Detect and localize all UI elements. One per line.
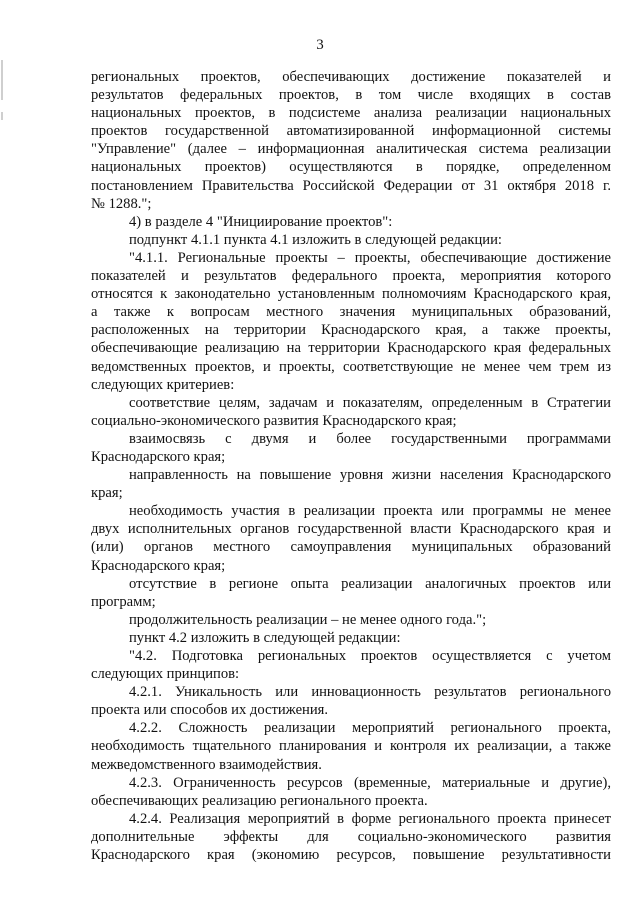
text-line: подпункт 4.1.1 пункта 4.1 изложить в следующей редакции: [129,231,502,248]
text-line: национальных проектов, в подсистеме анализа реализации национальных [91,105,611,122]
text-line: обеспечивающих реализацию регионального проекта. [91,792,428,809]
text-line: (или) органов местного самоуправления муниципальных образований [91,539,611,556]
text-line: соответствие целям, задачам и показателям, определенным в Стратегии [129,394,611,411]
text-line: национальных проектов) осуществляются в порядке, определенном [91,159,611,176]
text-line: социально-экономического развития Краснодарского края; [91,412,457,429]
text-line: № 1288."; [91,195,152,212]
text-line: необходимость участия в реализации проекта или программы не менее [129,503,611,520]
text-line: относятся к законодательно установленным полномочиям Краснодарского края, [91,286,611,303]
text-line: двух исполнительных органов государственной власти Краснодарского края и [91,521,611,538]
text-line: результатов федеральных проектов, в том числе входящих в состав [91,87,611,104]
text-line: "Управление" (далее – информационная аналитическая система реализации [91,141,611,158]
text-line: Краснодарского края; [91,448,226,465]
text-line: необходимость тщательного планирования и контроля их реализации, а также [91,738,611,755]
text-line: пункт 4.2 изложить в следующей редакции: [129,629,401,646]
text-line: 4.2.3. Ограниченность ресурсов (временные, материальные и другие), [129,774,611,791]
text-line: Краснодарского края (экономию ресурсов, повышение результативности [91,847,611,864]
text-line: дополнительные эффекты для социально-экономического развития [91,828,611,845]
text-line: 4) в разделе 4 "Инициирование проектов": [129,213,393,230]
text-line: проектов государственной автоматизированной информационной системы [91,123,611,140]
text-line: следующих принципов: [91,666,240,683]
text-line: отсутствие в регионе опыта реализации аналогичных проектов или [129,575,611,592]
text-line: "4.1.1. Региональные проекты – проекты, обеспечивающие достижение [129,249,611,266]
text-line: 4.2.2. Сложность реализации мероприятий регионального проекта, [129,720,611,737]
text-line: программ; [91,593,156,610]
text-line: 4.2.4. Реализация мероприятий в форме регионального проекта принесет [129,810,611,827]
text-line: проекта или способов их достижения. [91,702,329,719]
text-line: направленность на повышение уровня жизни населения Краснодарского [129,467,611,484]
text-line: межведомственного взаимодействия. [91,756,322,773]
text-line: расположенных на территории Краснодарского края, а также проекты, [91,322,611,339]
scan-margin-mark [1,60,3,100]
scan-margin-mark [1,112,3,120]
document-body [91,68,611,864]
text-line: следующих критериев: [91,376,235,393]
text-line: показателей и результатов федерального проекта, мероприятия которого [91,268,611,285]
text-line: 4.2.1. Уникальность или инновационность результатов регионального [129,684,611,701]
text-line: продолжительность реализации – не менее одного года."; [129,611,487,628]
text-line: ведомственных проектов, и проекты, соответствующие не менее чем трем из [91,358,611,375]
text-line: постановлением Правительства Российской Федерации от 31 октября 2018 г. [91,177,611,194]
text-line: "4.2. Подготовка региональных проектов осуществляется с учетом [129,648,611,664]
text-line: региональных проектов, обеспечивающих достижение показателей и [91,69,611,85]
text-line: а также к вопросам местного значения муниципальных образований, [91,304,611,321]
text-line: края; [91,485,123,502]
page-number: 3 [316,37,324,53]
text-line: Краснодарского края; [91,557,226,574]
text-line: обеспечивающие реализацию на территории Краснодарского края федеральных [91,340,611,357]
text-line: взаимосвязь с двумя и более государственными программами [129,430,611,447]
